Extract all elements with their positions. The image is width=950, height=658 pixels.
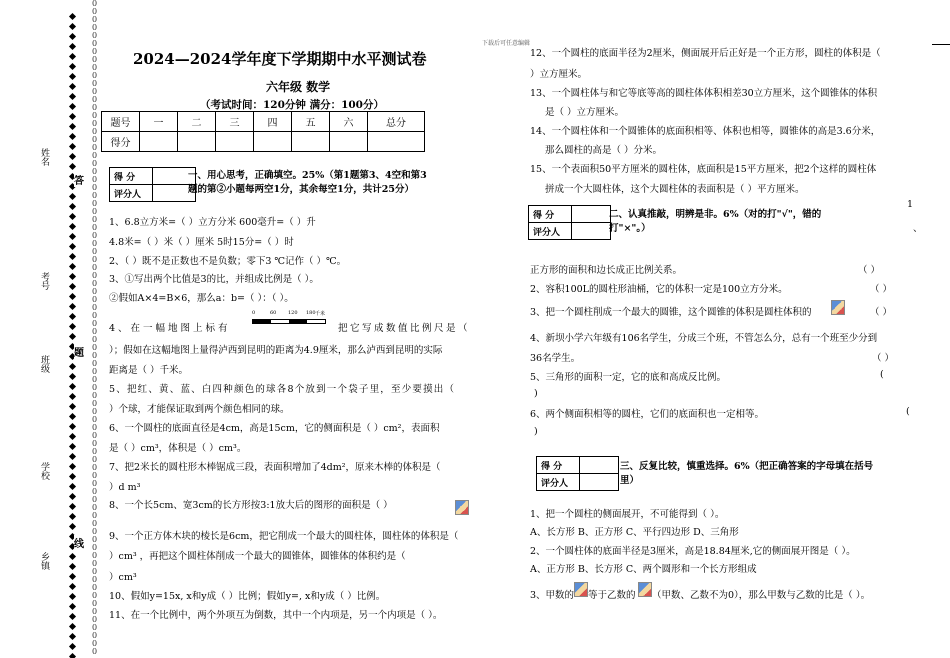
s1-line: 11、在一个比例中，两个外项互为倒数，其中一个内项是，另一个内项是（ ）。 — [109, 610, 443, 621]
section2-score-box — [528, 205, 611, 240]
binding-dot — [69, 73, 76, 80]
s2-line: ) — [534, 388, 538, 399]
s1-line: 是（ ）cm³，体积是（ ）cm³。 — [109, 443, 247, 454]
binding-dot — [69, 253, 76, 260]
score-input-cell[interactable] — [330, 132, 368, 152]
score-header-cell: 六 — [330, 112, 368, 132]
binding-dot — [69, 483, 76, 490]
binding-dot — [69, 33, 76, 40]
s2-answer-paren[interactable]: （ ） — [870, 307, 893, 318]
binding-dot — [69, 363, 76, 370]
s1-line: 9、一个正方体木块的棱长是6cm，把它削成一个最大的圆柱体，圆柱体的体积是（ — [109, 531, 459, 542]
binding-dot — [69, 273, 76, 280]
binding-dot — [69, 53, 76, 60]
s2-line: 5、三角形的面积一定，它的底和高成反比例。 — [530, 372, 727, 383]
binding-dot — [69, 213, 76, 220]
seal-char-question: 题 — [74, 344, 84, 359]
ruler-unit: 千米 — [315, 311, 326, 317]
score-input-cell[interactable] — [368, 132, 425, 152]
binding-dot — [69, 583, 76, 590]
section3-score-box — [536, 456, 619, 491]
section1-score-box — [109, 167, 196, 202]
ruler-bar — [252, 319, 326, 324]
binding-dot — [69, 443, 76, 450]
binding-dot — [69, 643, 76, 650]
score-table-header-row — [102, 112, 425, 132]
grader-box-label: 评分人 — [110, 185, 153, 202]
s1r-line: 14、一个圆柱体和一个圆锥体的底面积相等、体积也相等，圆锥体的高是3.6分米， — [530, 126, 881, 137]
binding-dot — [69, 463, 76, 470]
s1-line: ）cm³ ，再把这个圆柱体削成一个最大的圆锥体，圆锥体的体积约是（ — [109, 551, 406, 562]
binding-dot — [69, 553, 76, 560]
s3-line: （甲数、乙数不为0），那么甲数与乙数的比是（ ）。 — [652, 590, 871, 601]
binding-dot — [69, 473, 76, 480]
binding-dot — [69, 23, 76, 30]
ruler-tick-label: 0 — [252, 310, 256, 316]
binding-dot — [69, 413, 76, 420]
binding-dot — [69, 163, 76, 170]
ruler-tick-label: 60 — [270, 310, 277, 316]
s1r-line: ）立方厘米。 — [530, 69, 588, 80]
s1r-line: 12、一个圆柱的底面半径为2厘米，侧面展开后正好是一个正方形，圆柱的体积是（ — [530, 48, 881, 59]
s2-answer-paren[interactable]: （ ） — [870, 284, 893, 295]
formula-image-icon — [455, 500, 469, 515]
binding-dot — [69, 433, 76, 440]
binding-label-exam-number: 考号 — [39, 272, 49, 290]
s1-line: 10、假如y=15x, x和y成（ ）比例；假如y=, x和y成（ ）比例。 — [109, 591, 386, 602]
s2-answer-paren[interactable]: （ ） — [858, 265, 881, 276]
binding-dot — [69, 113, 76, 120]
score-input-cell[interactable] — [216, 132, 254, 152]
s1-line: 5、把红、黄、蓝、白四种颜色的球各8个放到一个袋子里，至少要摸出（ — [109, 384, 456, 395]
score-header-cell: 五 — [292, 112, 330, 132]
binding-dot — [69, 423, 76, 430]
fraction-image-icon — [831, 300, 845, 315]
binding-dot — [69, 103, 76, 110]
binding-dot — [69, 623, 76, 630]
s3-line: 2、一个圆柱体的底面半径是3厘米，高是18.84厘米,它的侧面展开图是（ ）。 — [530, 546, 856, 557]
s1-line: ）；假如在这幅地图上量得泸西到昆明的距离为4.9厘米，那么泸西到昆明的实际 — [109, 345, 443, 356]
grader-box-input[interactable] — [572, 223, 611, 240]
page-subtitle: 六年级 数学 — [266, 80, 331, 94]
fraction-image-icon — [638, 582, 652, 597]
binding-dot — [69, 63, 76, 70]
binding-dot — [69, 653, 76, 658]
s2-answer-paren-open[interactable]: ( — [906, 406, 910, 417]
score-box-label: 得 分 — [529, 206, 572, 223]
section2-heading-line2: 打"×"。） — [609, 223, 651, 234]
s1-line: ②假如A×4=B×6，那么a：b=（ ）：（ ）。 — [109, 293, 294, 304]
binding-strip — [0, 0, 100, 658]
s1-line: 8、一个长5cm、宽3cm的长方形按3:1放大后的图形的面积是（ ） — [109, 500, 393, 511]
binding-dot — [69, 263, 76, 270]
s2-line: 4、新坝小学六年级有106名学生，分成三个班，不管怎么分，总有一个班至少分到 — [530, 333, 878, 344]
binding-dot — [69, 563, 76, 570]
binding-dot — [69, 633, 76, 640]
fraction-image-icon — [574, 582, 588, 597]
s1-line: 把它写成数值比例尺是（ — [338, 323, 471, 334]
s2-line: 6、两个侧面积相等的圆柱，它们的底面积也一定相等。 — [530, 409, 765, 420]
grader-box-label: 评分人 — [529, 223, 572, 240]
s1-line: ）个球，才能保证取到两个颜色相同的球。 — [109, 404, 290, 415]
s1-line: 距离是（ ）千米。 — [109, 365, 189, 376]
score-header-cell: 三 — [216, 112, 254, 132]
binding-label-name: 姓名 — [39, 148, 49, 166]
binding-dot — [69, 303, 76, 310]
s2-side-dot: 、 — [913, 223, 923, 234]
s1-line: 6、一个圆柱的底面直径是4cm，高是15cm，它的侧面积是（ ）cm²，表面积 — [109, 423, 440, 434]
ruler-tick-label: 120 — [288, 310, 298, 316]
s2-line: 正方形的面积和边长成正比例关系。 — [530, 265, 683, 276]
score-header-cell: 二 — [178, 112, 216, 132]
corner-rule — [932, 44, 950, 45]
binding-dot — [69, 153, 76, 160]
binding-label-town: 乡镇 — [39, 552, 49, 570]
s3-line: 1、把一个圆柱的侧面展开，不可能得到（ ）。 — [530, 509, 725, 520]
s1-line: ）cm³ — [109, 572, 137, 583]
section2-heading-line1: 二、认真推敲，明辨是非。6%（对的打"√"，错的 — [609, 209, 822, 220]
score-input-cell[interactable] — [140, 132, 178, 152]
s1r-line: 是（ ）立方厘米。 — [545, 107, 625, 118]
section1-heading-line1: 一、用心思考，正确填空。25%（第1题第3、4空和第3 — [188, 170, 427, 181]
binding-label-class: 班级 — [39, 355, 49, 373]
binding-dot — [69, 283, 76, 290]
binding-dot — [69, 503, 76, 510]
score-header-cell: 题号 — [102, 112, 140, 132]
s1r-line: 那么圆柱的高是（ ）分米。 — [545, 145, 663, 156]
header-note: 下载后可任意编辑 — [482, 40, 531, 47]
binding-dot — [69, 593, 76, 600]
page-title: 2024—2024学年度下学期期中水平测试卷 — [133, 50, 427, 68]
binding-dot — [69, 193, 76, 200]
binding-dot — [69, 523, 76, 530]
s1-line: 2、（ ）既不是正数也不是负数；零下3 ℃记作（ ）℃。 — [109, 256, 347, 267]
binding-dot — [69, 293, 76, 300]
binding-dot — [69, 603, 76, 610]
s2-answer-paren-open[interactable]: ( — [880, 369, 884, 380]
binding-dot — [69, 333, 76, 340]
binding-dot — [69, 123, 76, 130]
section1-heading-line2: 题的第②小题每两空1分，其余每空1分，共计25分） — [188, 184, 414, 195]
s1-line: 1、6.8立方米=（ ）立方分米 600毫升=（ ）升 — [109, 217, 316, 228]
score-box-input[interactable] — [572, 206, 611, 223]
grader-box-label: 评分人 — [537, 474, 580, 491]
binding-dot — [69, 323, 76, 330]
s3-options: A、正方形 B、长方形 C、两个圆形和一个长方形组成 — [530, 564, 757, 575]
binding-dot — [69, 393, 76, 400]
binding-dot — [69, 493, 76, 500]
s2-line: 2、容积100L的圆柱形油桶，它的体积一定是100立方分米。 — [530, 284, 788, 295]
s1-line: 4、在一幅地图上标有 — [109, 323, 231, 334]
binding-dot — [69, 613, 76, 620]
s1r-line: 15、一个表面积50平方厘米的圆柱体，底面积是15平方厘米，把2个这样的圆柱体 — [530, 164, 877, 175]
binding-dot — [69, 243, 76, 250]
score-table — [101, 111, 425, 152]
binding-dot — [69, 233, 76, 240]
score-row-label: 得分 — [102, 132, 140, 152]
s1-line: ）d m³ — [109, 482, 141, 493]
map-scale-ruler — [252, 310, 326, 332]
binding-dot — [69, 573, 76, 580]
s1-line: 4.8米=（ ）米（ ）厘米 5时15分=（ ）时 — [109, 237, 294, 248]
binding-label-school: 学校 — [39, 462, 49, 480]
binding-zero-column: 0 0 0 0 0 0 0 0 0 0 0 0 0 0 0 0 0 0 0 0 0 0 0 0 0 0 0 0 0 0 0 0 0 0 0 0 0 0 0 0 0 0 0 0 0 0 0 0 0 0 0 0 0 0 0 0 0 0 0 0 0 0 0 0 0 0 0 0 0 0 0 0 0 0 0 0 0 0 0 0 0 0 — [92, 0, 98, 656]
score-box-label: 得 分 — [537, 457, 580, 474]
seal-char-answer: 答 — [74, 172, 84, 187]
binding-dot — [69, 513, 76, 520]
binding-dot — [69, 403, 76, 410]
section3-heading-line2: 里） — [620, 475, 640, 486]
s3-options: A、长方形 B、正方形 C、平行四边形 D、三角形 — [530, 527, 739, 538]
exam-info: （考试时间：120分钟 满分：100分） — [200, 99, 384, 111]
section3-heading-line1: 三、反复比较，慎重选择。6%（把正确答案的字母填在括号 — [620, 461, 874, 472]
s3-line: 3、甲数的 — [530, 590, 575, 601]
s1-line: 7、把2米长的圆柱形木棒锯成三段，表面积增加了4dm²，原来木棒的体积是（ — [109, 462, 441, 473]
score-input-cell[interactable] — [292, 132, 330, 152]
binding-dot — [69, 43, 76, 50]
binding-dot — [69, 93, 76, 100]
score-box-label: 得 分 — [110, 168, 153, 185]
score-input-cell[interactable] — [178, 132, 216, 152]
score-box-input[interactable] — [580, 457, 619, 474]
seal-char-line: 线 — [74, 535, 84, 550]
grader-box-input[interactable] — [580, 474, 619, 491]
binding-dot — [69, 133, 76, 140]
s2-line: ) — [534, 426, 538, 437]
s1r-line: 拼成一个大圆柱体，这个大圆柱体的表面积是（ ）平方厘米。 — [545, 184, 805, 195]
binding-dot — [69, 13, 76, 20]
s2-side-number: 1 — [907, 199, 914, 210]
binding-dot — [69, 373, 76, 380]
s2-answer-paren[interactable]: （ ） — [872, 353, 895, 364]
score-header-cell: 一 — [140, 112, 178, 132]
binding-dot — [69, 383, 76, 390]
binding-dot — [69, 83, 76, 90]
binding-dot — [69, 313, 76, 320]
s2-line: 36名学生。 — [530, 353, 581, 364]
binding-dot — [69, 143, 76, 150]
score-input-cell[interactable] — [254, 132, 292, 152]
binding-dot-line — [68, 0, 78, 658]
binding-dot — [69, 453, 76, 460]
score-table-score-row — [102, 132, 425, 152]
binding-dot — [69, 203, 76, 210]
s3-line: 等于乙数的 — [588, 590, 636, 601]
s1-line: 3、①写出两个比值是3的比，并组成比例是（ ）。 — [109, 274, 319, 285]
binding-dot — [69, 223, 76, 230]
s1r-line: 13、一个圆柱体与和它等底等高的圆柱体体积相差30立方厘米，这个圆锥体的体积 — [530, 88, 878, 99]
score-header-cell: 四 — [254, 112, 292, 132]
score-header-cell: 总分 — [368, 112, 425, 132]
ruler-tick-label: 180 — [306, 310, 316, 316]
s2-line: 3、把一个圆柱削成一个最大的圆锥，这个圆锥的体积是圆柱体积的 — [530, 307, 812, 318]
